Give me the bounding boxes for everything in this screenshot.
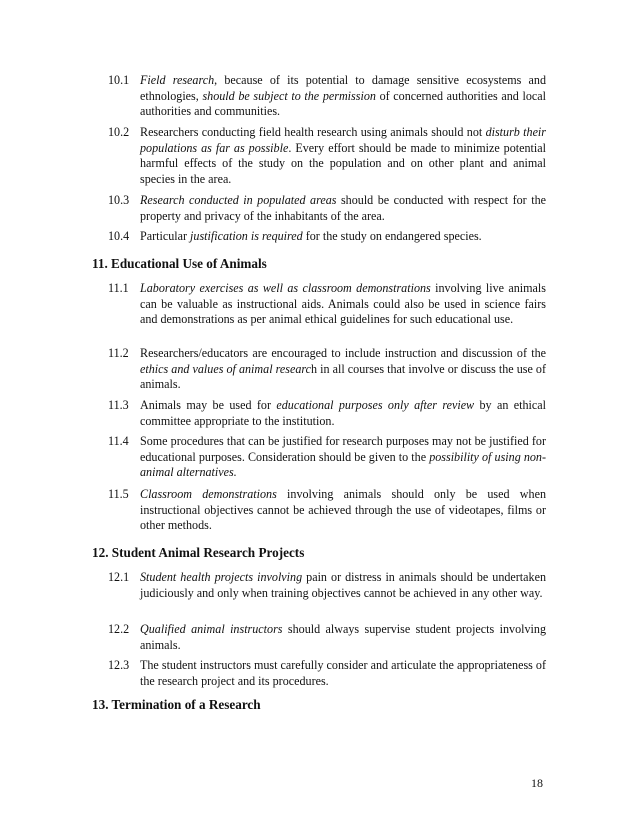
- clause-text-part: Particular: [140, 229, 191, 243]
- clause-10-2: [108, 125, 546, 187]
- clause-text-part: Researchers/educators are encouraged to include instruction and discussion of the: [140, 346, 546, 360]
- clause-number: 11.4: [108, 434, 129, 448]
- clause-number: 10.1: [108, 73, 130, 87]
- clause-11-2: [108, 346, 546, 393]
- clause-text: [140, 398, 546, 429]
- clause-text-part: involving animals should only be used when instructional objectives cannot be achieved through the use of videotapes, films or other methods.: [140, 487, 546, 533]
- clause-number: 11.2: [108, 346, 129, 360]
- clause-11-1: [108, 281, 546, 328]
- clause-text-part: by an ethical committee appropriate to the institution.: [140, 398, 546, 428]
- clause-text-part: for the study on endangered species.: [302, 229, 482, 243]
- clause-10-4: [108, 229, 546, 245]
- clause-text-emphasis: possibility of using non-animal alternatives.: [140, 449, 547, 480]
- clause-text: [140, 570, 546, 601]
- section-heading-11: 11. Educational Use of Animals: [92, 256, 267, 271]
- clause-text: [140, 193, 546, 224]
- clause-number: 12.2: [108, 622, 130, 636]
- clause-10-3: [108, 193, 546, 224]
- clause-text-part: pain or distress in animals should be undertaken judiciously and only when training objectives cannot be achieved in any other way.: [140, 570, 546, 600]
- clause-text-emphasis: ethics and values of animal researc: [140, 361, 312, 376]
- clause-text-part: h in all courses that involve or discuss the use of animals.: [140, 361, 546, 392]
- page-number: 18: [531, 776, 543, 790]
- clause-12-1: [108, 570, 546, 601]
- clause-11-4: [108, 434, 546, 481]
- clause-text-emphasis: Field research: [140, 73, 215, 87]
- clause-text: [140, 229, 546, 245]
- clause-text-part: Researchers conducting field health research using animals should not: [140, 125, 486, 139]
- clause-text-part: . Every effort should be made to minimize potential harmful effects of the study on the population and on other plant and animal species in the area.: [140, 140, 546, 186]
- clause-11-5: [108, 487, 546, 534]
- clause-text-emphasis: Qualified animal instructors: [140, 622, 283, 636]
- clause-text-emphasis: should be subject to the permission: [202, 88, 376, 103]
- clause-text: [140, 622, 546, 653]
- clause-text-emphasis: justification is required: [190, 229, 303, 243]
- clause-text-part: , because of its potential to damage sensitive ecosystems and ethnologies,: [140, 73, 547, 103]
- clause-number: 12.3: [108, 658, 130, 672]
- clause-text-emphasis: Classroom demonstrations: [140, 487, 277, 501]
- clause-text-part: The student instructors must carefully consider and articulate the appropriateness of the research project and its procedures.: [140, 658, 546, 688]
- clause-text-part: of concerned authorities and local authorities and communities.: [140, 88, 546, 119]
- clause-text: [140, 658, 546, 689]
- clause-text: [140, 487, 546, 534]
- clause-text-emphasis: Laboratory exercises as well as classroom demonstrations: [140, 281, 431, 295]
- clause-text-emphasis: disturb their populations as far as possible: [140, 125, 546, 155]
- clause-text: [140, 281, 546, 328]
- clause-text-part: should be conducted with respect for the property and privacy of the inhabitants of the area.: [140, 193, 546, 223]
- clause-number: 12.1: [108, 570, 130, 584]
- clause-text: [140, 346, 546, 393]
- clause-text: [140, 73, 546, 120]
- clause-text-part: Some procedures that can be justified for research purposes may not be justified for educational purposes. Consideration should be given to the: [140, 434, 546, 464]
- clause-11-3: [108, 398, 546, 429]
- clause-number: 11.5: [108, 487, 129, 501]
- clause-12-3: [108, 658, 546, 689]
- clause-text: [140, 434, 546, 481]
- clause-number: 10.2: [108, 125, 130, 139]
- clause-text-emphasis: Research conducted in populated areas: [140, 193, 337, 207]
- clause-text: [140, 125, 546, 187]
- clause-text-emphasis: Student health projects involving: [140, 570, 303, 584]
- clause-text-part: should always supervise student projects involving animals.: [140, 622, 546, 652]
- section-heading-12: 12. Student Animal Research Projects: [92, 545, 305, 560]
- section-heading-13: 13. Termination of a Research: [92, 697, 261, 712]
- clause-number: 11.3: [108, 398, 129, 412]
- clause-12-2: [108, 622, 546, 653]
- clause-text-part: involving live animals can be valuable as instructional aids. Animals could also be used in science fairs and demonstrations as per animal ethical guidelines for such educational use.: [140, 281, 546, 327]
- clause-text-part: Animals may be used for: [140, 398, 277, 412]
- clause-10-1: [108, 73, 546, 120]
- clause-number: 11.1: [108, 281, 129, 295]
- clause-number: 10.4: [108, 229, 130, 243]
- clause-text-emphasis: educational purposes only after review: [276, 398, 475, 412]
- clause-number: 10.3: [108, 193, 130, 207]
